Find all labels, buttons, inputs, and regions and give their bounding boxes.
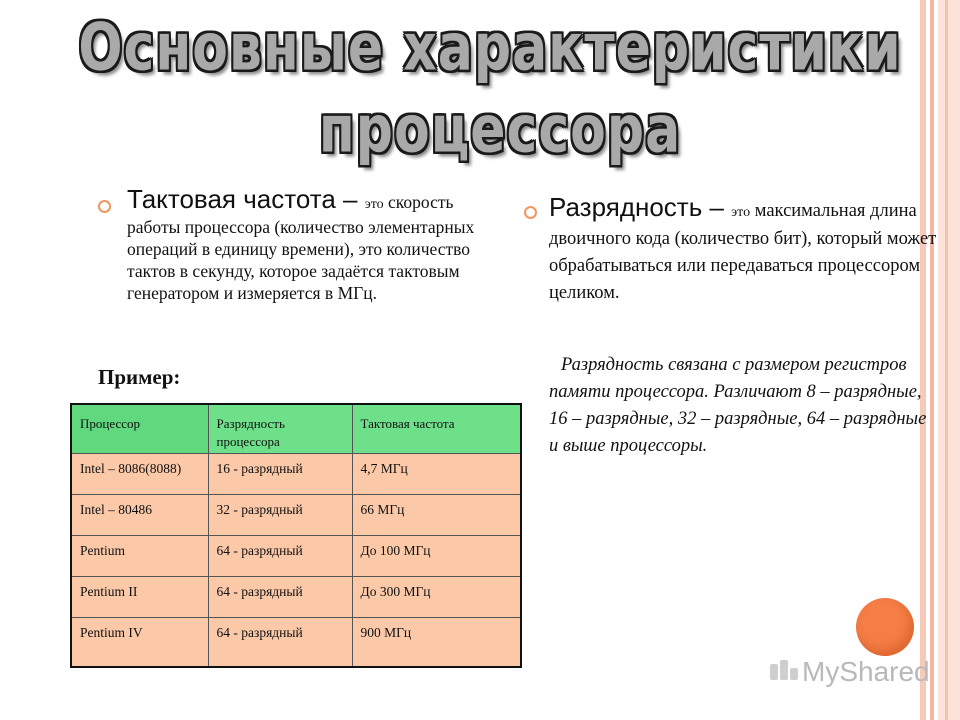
bit-width-note: Разрядность связана с размером регистров памяти процессора. Различают 8 – разрядные, 16 – разрядные, 32 – разрядные, 64 – разрядные и выше процессоры.	[549, 355, 927, 456]
cell-clock-speed: 66 МГц	[352, 494, 521, 535]
cell-bit-width: 64 - разрядный	[208, 535, 352, 576]
cell-bit-width: 32 - разрядный	[208, 494, 352, 535]
watermark-icon	[770, 660, 798, 684]
cell-clock-speed: 4,7 МГц	[352, 454, 521, 495]
bit-width-term-suffix: это	[731, 205, 751, 220]
bullet-circle-icon	[524, 206, 537, 219]
cell-clock-speed: До 300 МГц	[352, 576, 521, 617]
cell-processor: Pentium	[71, 535, 208, 576]
table-row	[71, 454, 521, 495]
table-row	[71, 494, 521, 535]
cell-bit-width: 16 - разрядный	[208, 454, 352, 495]
cell-clock-speed: До 100 МГц	[352, 535, 521, 576]
watermark-text: MyShared	[802, 656, 930, 687]
cell-processor: Pentium IV	[71, 617, 208, 667]
table-row	[71, 535, 521, 576]
header-clock-speed: Тактовая частота	[352, 404, 521, 454]
cell-processor: Pentium II	[71, 576, 208, 617]
example-label: Пример:	[98, 365, 181, 389]
bit-width-definition	[549, 194, 939, 307]
bit-width-definition-text: максимальная длина двоичного кода (количество бит), который может обрабатываться или передаваться процессором целиком.	[549, 201, 937, 303]
processor-spec-table	[70, 403, 522, 668]
watermark-logo	[770, 656, 930, 688]
table-header-row	[71, 404, 521, 454]
header-bit-width: Разрядность процессора	[208, 404, 352, 454]
cell-processor: Intel – 8086(8088)	[71, 454, 208, 495]
cell-clock-speed: 900 МГц	[352, 617, 521, 667]
bullet-circle-icon	[98, 200, 111, 213]
slide-title-line-1: Основные характеристики	[78, 10, 902, 86]
header-processor: Процессор	[71, 404, 208, 454]
table-row	[71, 576, 521, 617]
cell-bit-width: 64 - разрядный	[208, 617, 352, 667]
decorative-orange-circle	[856, 598, 914, 656]
bit-width-term: Разрядность –	[549, 192, 732, 222]
clock-speed-term: Тактовая частота –	[127, 184, 365, 214]
cell-bit-width: 64 - разрядный	[208, 576, 352, 617]
table-row	[71, 617, 521, 667]
slide-title-line-2: процессора	[318, 92, 682, 168]
cell-processor: Intel – 80486	[71, 494, 208, 535]
clock-speed-term-suffix: это	[364, 197, 384, 212]
clock-speed-definition	[127, 184, 507, 304]
clock-speed-definition-text: скорость работы процессора (количество элементарных операций в единицу времени), это количество тактов в секунду, которое задаётся тактовым генератором и измеряется в МГц.	[127, 192, 475, 303]
